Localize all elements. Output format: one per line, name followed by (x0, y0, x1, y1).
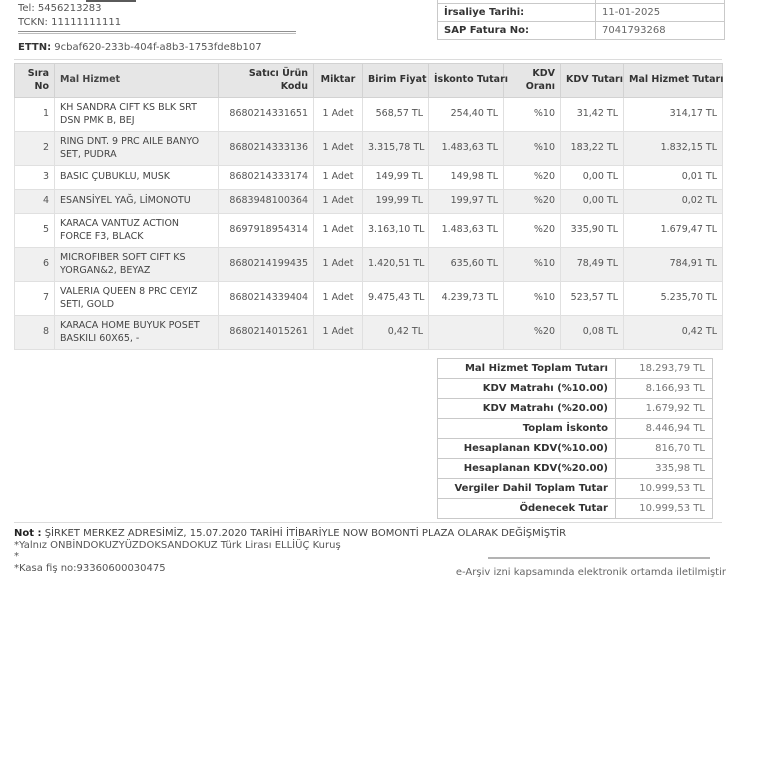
cell-vat-amount: 0,00 TL (561, 190, 624, 214)
cell-name: BASIC ÇUBUKLU, MUSK (55, 166, 219, 190)
cell-code: 8680214333136 (219, 132, 314, 166)
totals-label: Ödenecek Tutar (438, 499, 616, 519)
cell-name: KH SANDRA CIFT KS BLK SRT DSN PMK B, BEJ (55, 98, 219, 132)
totals-value: 10.999,53 TL (616, 499, 713, 519)
cell-name: RING DNT. 9 PRC AILE BANYO SET, PUDRA (55, 132, 219, 166)
totals-row (438, 439, 713, 459)
phone-value: 5456213283 (37, 3, 102, 14)
cell-unit-price: 3.163,10 TL (363, 214, 429, 248)
cell-discount: 4.239,73 TL (429, 282, 504, 316)
note-text: ŞİRKET MERKEZ ADRESİMİZ, 15.07.2020 TARİHİ İTİBARİYLE NOW BOMONTİ PLAZA OLARAK DEĞİŞMİŞTİR (44, 528, 567, 539)
cell-code: 8680214339404 (219, 282, 314, 316)
ettn-line (18, 42, 262, 53)
cell-code: 8683948100364 (219, 190, 314, 214)
totals-row (438, 359, 713, 379)
totals-label: KDV Matrahı (%10.00) (438, 379, 616, 399)
totals-value: 8.166,93 TL (616, 379, 713, 399)
cell-vat-rate: %20 (504, 316, 561, 350)
cell-vat-amount: 523,57 TL (561, 282, 624, 316)
column-header: Sıra No (15, 64, 55, 98)
column-header: Mal Hizmet Tutarı (624, 64, 723, 98)
cell-name: ESANSİYEL YAĞ, LİMONOTU (55, 190, 219, 214)
cell-unit-price: 568,57 TL (363, 98, 429, 132)
phone-label: Tel: (18, 3, 35, 14)
note-label: Not : (14, 528, 42, 539)
cell-unit-price: 199,99 TL (363, 190, 429, 214)
meta-label: İrsaliye Tarihi: (438, 3, 596, 21)
cell-qty: 1 Adet (314, 214, 363, 248)
cell-line-total: 784,91 TL (624, 248, 723, 282)
totals-value: 335,98 TL (616, 459, 713, 479)
cell-qty: 1 Adet (314, 190, 363, 214)
cell-no: 7 (15, 282, 55, 316)
meta-value: 11-01-2025 (596, 3, 725, 21)
table-row (15, 282, 723, 316)
kasa-receipt-no: *Kasa fiş no:93360600030475 (14, 563, 166, 574)
star-line: * (14, 551, 19, 562)
cell-vat-amount: 0,00 TL (561, 166, 624, 190)
items-top-divider (14, 59, 722, 60)
cell-unit-price: 9.475,43 TL (363, 282, 429, 316)
cell-qty: 1 Adet (314, 282, 363, 316)
items-header-row (15, 64, 723, 98)
totals-row (438, 399, 713, 419)
invoice-meta-table (437, 0, 725, 40)
cell-discount: 1.483,63 TL (429, 132, 504, 166)
signature-line (488, 557, 710, 559)
totals-row (438, 379, 713, 399)
column-header: İskonto Tutarı (429, 64, 504, 98)
cell-vat-rate: %20 (504, 190, 561, 214)
cell-vat-rate: %10 (504, 132, 561, 166)
cell-name: KARACA VANTUZ ACTION FORCE F3, BLACK (55, 214, 219, 248)
totals-label: Vergiler Dahil Toplam Tutar (438, 479, 616, 499)
totals-value: 10.999,53 TL (616, 479, 713, 499)
ettn-value: 9cbaf620-233b-404f-a8b3-1753fde8b107 (54, 42, 262, 53)
seller-tckn (18, 17, 121, 28)
cell-code: 8680214333174 (219, 166, 314, 190)
totals-row (438, 479, 713, 499)
table-row (15, 98, 723, 132)
cell-vat-amount: 335,90 TL (561, 214, 624, 248)
table-row (15, 132, 723, 166)
tckn-value: 11111111111 (51, 17, 122, 28)
table-row (15, 166, 723, 190)
cell-no: 4 (15, 190, 55, 214)
cropped-text-fragment (86, 0, 136, 2)
totals-row (438, 499, 713, 519)
cell-unit-price: 149,99 TL (363, 166, 429, 190)
cell-vat-rate: %10 (504, 282, 561, 316)
cell-qty: 1 Adet (314, 132, 363, 166)
cell-qty: 1 Adet (314, 316, 363, 350)
cell-code: 8680214015261 (219, 316, 314, 350)
table-row (15, 190, 723, 214)
cell-vat-rate: %10 (504, 98, 561, 132)
amount-in-words: *Yalnız ONBİNDOKUZYÜZDOKSANDOKUZ Türk Lirası ELLİÜÇ Kuruş (14, 540, 341, 551)
cell-unit-price: 3.315,78 TL (363, 132, 429, 166)
meta-value: 7041793268 (596, 21, 725, 39)
cell-line-total: 1.832,15 TL (624, 132, 723, 166)
cell-line-total: 1.679,47 TL (624, 214, 723, 248)
cell-unit-price: 0,42 TL (363, 316, 429, 350)
cell-qty: 1 Adet (314, 248, 363, 282)
cell-code: 8680214199435 (219, 248, 314, 282)
seller-phone (18, 3, 102, 14)
totals-value: 816,70 TL (616, 439, 713, 459)
table-row (15, 214, 723, 248)
column-header: Birim Fiyat (363, 64, 429, 98)
cell-discount: 635,60 TL (429, 248, 504, 282)
meta-row (438, 3, 725, 21)
totals-value: 18.293,79 TL (616, 359, 713, 379)
column-header: KDV Tutarı (561, 64, 624, 98)
cell-no: 8 (15, 316, 55, 350)
totals-label: Hesaplanan KDV(%20.00) (438, 459, 616, 479)
totals-label: KDV Matrahı (%20.00) (438, 399, 616, 419)
meta-row (438, 21, 725, 39)
earsiv-note: e-Arşiv izni kapsamında elektronik ortamda iletilmiştir (455, 567, 726, 578)
column-header: KDV Oranı (504, 64, 561, 98)
cell-line-total: 0,01 TL (624, 166, 723, 190)
cell-vat-amount: 0,08 TL (561, 316, 624, 350)
totals-value: 8.446,94 TL (616, 419, 713, 439)
cell-no: 5 (15, 214, 55, 248)
cell-discount (429, 316, 504, 350)
tckn-label: TCKN: (18, 17, 48, 28)
totals-label: Hesaplanan KDV(%10.00) (438, 439, 616, 459)
totals-value: 1.679,92 TL (616, 399, 713, 419)
totals-label: Mal Hizmet Toplam Tutarı (438, 359, 616, 379)
cell-code: 8680214331651 (219, 98, 314, 132)
cell-line-total: 0,02 TL (624, 190, 723, 214)
note-line (14, 528, 574, 539)
column-header: Mal Hizmet (55, 64, 219, 98)
cell-vat-rate: %20 (504, 214, 561, 248)
column-header: Miktar (314, 64, 363, 98)
table-row (15, 248, 723, 282)
cell-vat-amount: 183,22 TL (561, 132, 624, 166)
cell-qty: 1 Adet (314, 166, 363, 190)
cell-unit-price: 1.420,51 TL (363, 248, 429, 282)
cell-vat-amount: 31,42 TL (561, 98, 624, 132)
cell-line-total: 5.235,70 TL (624, 282, 723, 316)
totals-row (438, 419, 713, 439)
seller-divider (18, 31, 296, 34)
cell-name: KARACA HOME BUYUK POSET BASKILI 60X65, - (55, 316, 219, 350)
cell-vat-rate: %20 (504, 166, 561, 190)
cell-vat-rate: %10 (504, 248, 561, 282)
cell-line-total: 314,17 TL (624, 98, 723, 132)
totals-row (438, 459, 713, 479)
cell-no: 3 (15, 166, 55, 190)
cell-qty: 1 Adet (314, 98, 363, 132)
cell-line-total: 0,42 TL (624, 316, 723, 350)
cell-vat-amount: 78,49 TL (561, 248, 624, 282)
cell-name: VALERIA QUEEN 8 PRC CEYIZ SETI, GOLD (55, 282, 219, 316)
meta-label: SAP Fatura No: (438, 21, 596, 39)
items-table (14, 63, 723, 350)
column-header: Satıcı Ürün Kodu (219, 64, 314, 98)
table-row (15, 316, 723, 350)
cell-discount: 149,98 TL (429, 166, 504, 190)
cell-no: 6 (15, 248, 55, 282)
cell-discount: 1.483,63 TL (429, 214, 504, 248)
cell-name: MICROFIBER SOFT CIFT KS YORGAN&2, BEYAZ (55, 248, 219, 282)
footer-divider (14, 522, 722, 523)
totals-table (437, 358, 713, 519)
ettn-label: ETTN: (18, 42, 52, 53)
cell-discount: 199,97 TL (429, 190, 504, 214)
cell-no: 1 (15, 98, 55, 132)
totals-table-body (438, 359, 713, 519)
invoice-meta-body (438, 0, 725, 39)
totals-label: Toplam İskonto (438, 419, 616, 439)
cell-code: 8697918954314 (219, 214, 314, 248)
items-table-body (15, 98, 723, 350)
cell-discount: 254,40 TL (429, 98, 504, 132)
cell-no: 2 (15, 132, 55, 166)
